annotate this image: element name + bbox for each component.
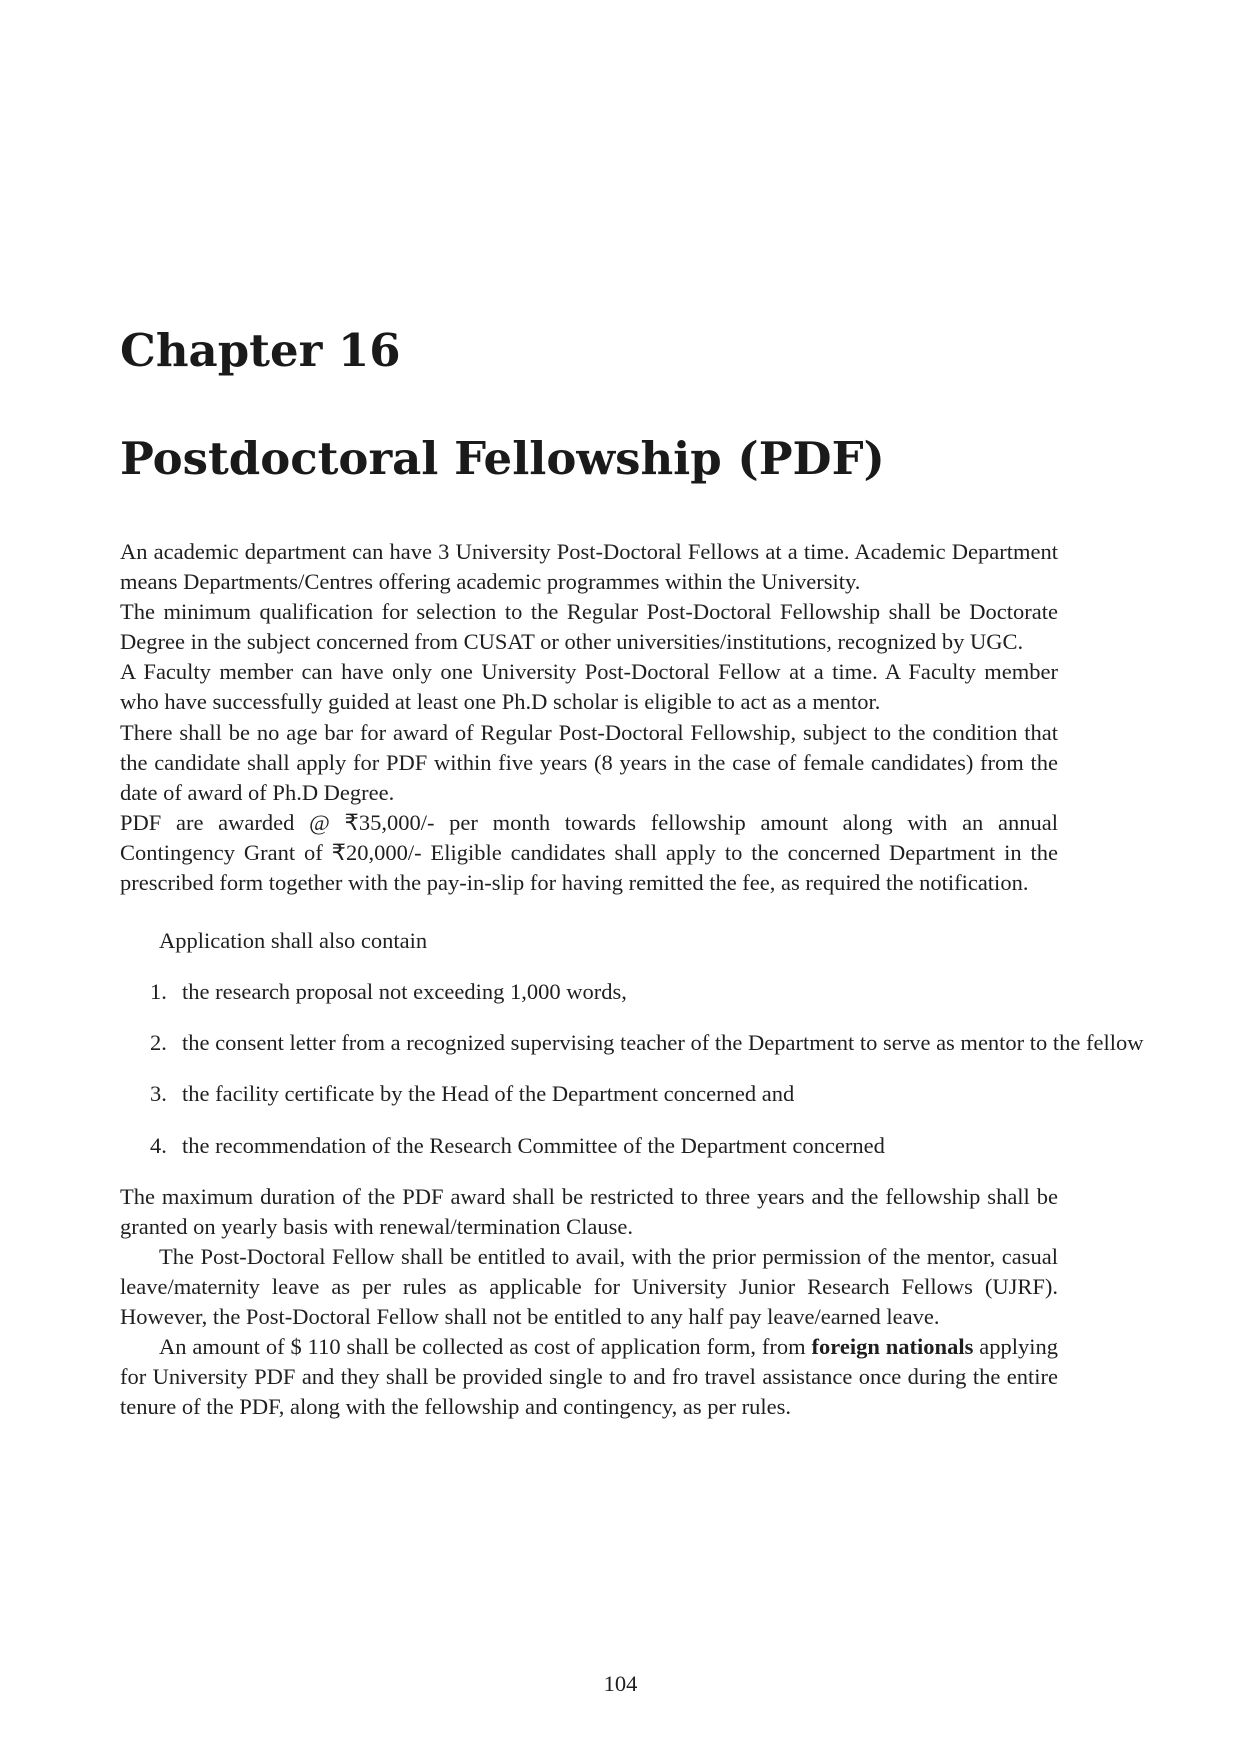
list-item-number: 1. (150, 979, 167, 1005)
list-item-text: the recommendation of the Research Committee of the Department concerned (182, 1132, 885, 1158)
list-item-text: the consent letter from a recognized supervising teacher of the Department to serve as mentor to the fellow (182, 1030, 1144, 1056)
list-item-text: the research proposal not exceeding 1,000 words, (182, 979, 627, 1005)
list-item-number: 3. (150, 1081, 167, 1107)
list-item (120, 1028, 1192, 1058)
page-number: 104 (603, 1671, 638, 1696)
chapter-label: Chapter 16 (120, 324, 401, 377)
list-item-number: 2. (150, 1030, 167, 1056)
fee-text-before: An amount of $ 110 shall be collected as cost of application form, from (159, 1334, 812, 1360)
paragraph-age-bar: There shall be no age bar for award of Regular Post-Doctoral Fellowship, subject to the condition that the candidate shall apply for PDF within five years (8 years in the case of female candidates) from the date of award of Ph.D Degree. (120, 719, 1058, 805)
list-item-number: 4. (150, 1132, 167, 1158)
list-item (120, 1131, 1192, 1161)
chapter-body (120, 537, 1144, 1422)
paragraph-fellowship-amount: PDF are awarded @ ₹35,000/- per month towards fellowship amount along with an annual Contingency Grant of ₹20,000/- Eligible candidates shall apply to the concerned Department in the prescribed form together with the pay-in-slip for having remitted the fee, as required the notification. (120, 809, 1058, 896)
paragraph-leave: The Post-Doctoral Fellow shall be entitled to avail, with the prior permission of the mentor, casual leave/maternity leave as per rules as applicable for University Junior Research Fellows (UJRF). However, the Post-Doctoral Fellow shall not be entitled to any half pay leave/earned leave. (120, 1243, 1058, 1329)
paragraph-qualification: The minimum qualification for selection to the Regular Post-Doctoral Fellowship shall be Doctorate Degree in the subject concerned from CUSAT or other universities/institutions, recognized by UGC. (120, 599, 1058, 655)
fee-text-after: applying for University PDF and they shall be provided single to and fro travel assistance once during the entire tenure of the PDF, along with the fellowship and contingency, as per rules. (120, 1334, 1058, 1420)
paragraph-faculty-mentor: A Faculty member can have only one University Post-Doctoral Fellow at a time. A Faculty member who have successfully guided at least one Ph.D scholar is eligible to act as a mentor. (120, 659, 1058, 715)
chapter-title: Postdoctoral Fellowship (PDF) (120, 432, 885, 485)
paragraph-application-fee (120, 1332, 1058, 1422)
fee-text-bold: foreign nationals (811, 1334, 974, 1360)
list-item-text: the facility certificate by the Head of the Department concerned and (182, 1081, 795, 1107)
list-item (120, 1079, 1192, 1109)
paragraph-duration: The maximum duration of the PDF award shall be restricted to three years and the fellowship shall be granted on yearly basis with renewal/termination Clause. (120, 1183, 1058, 1239)
application-intro: Application shall also contain (159, 928, 428, 954)
paragraph-department-limit: An academic department can have 3 University Post-Doctoral Fellows at a time. Academic Department means Departments/Centres offering academic programmes within the University. (120, 539, 1058, 595)
requirements-list (120, 977, 1144, 1160)
list-item (120, 977, 1192, 1007)
